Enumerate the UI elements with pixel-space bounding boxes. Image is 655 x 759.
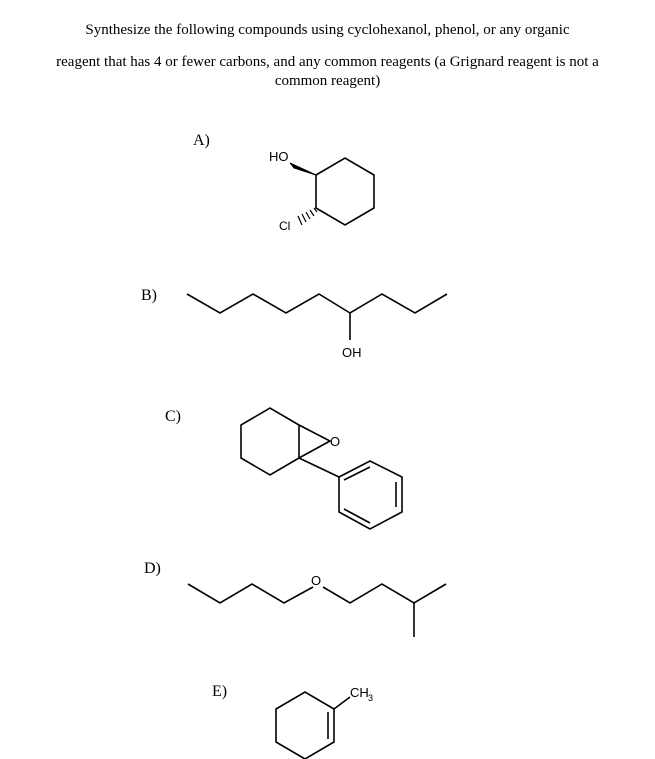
compound-b-structure — [187, 294, 447, 360]
instructions-line-1: Synthesize the following compounds using cyclohexanol, phenol, or any organic — [85, 22, 570, 38]
atom-cl: Cl — [279, 219, 291, 233]
atom-ch: CH — [350, 685, 369, 700]
compound-c-label: C) — [165, 408, 181, 425]
cyclohexane-ring — [241, 408, 299, 475]
benzene-double-bond — [344, 467, 370, 480]
epoxide-bonds — [299, 425, 330, 458]
carbon-chain — [187, 294, 447, 313]
atom-o-ether: O — [311, 573, 322, 588]
compound-e-structure — [276, 685, 373, 759]
compound-d-structure — [188, 573, 446, 637]
atom-oh: OH — [342, 345, 362, 360]
carbon-chain-left — [188, 584, 313, 603]
methyl-bond — [334, 697, 350, 709]
wedge-bond — [290, 163, 316, 175]
carbon-chain-right — [323, 584, 446, 603]
atom-o-epoxide: O — [330, 434, 341, 449]
cyclohexene-ring — [276, 692, 334, 759]
benzene-ring — [339, 461, 402, 529]
atom-ho: HO — [269, 149, 289, 164]
compound-d-label: D) — [144, 560, 161, 577]
cyclohexane-ring — [316, 158, 374, 225]
instructions-line-2: reagent that has 4 or fewer carbons, and any common reagents (a Grignard reagent is not a — [56, 54, 599, 70]
compound-a-structure — [269, 149, 374, 233]
atom-subscript: 3 — [368, 693, 374, 703]
compound-b-label: B) — [141, 287, 157, 304]
instructions-line-3: common reagent) — [274, 73, 381, 89]
compound-a-label: A) — [193, 132, 210, 149]
compound-c-structure — [241, 408, 402, 529]
phenyl-bond — [299, 458, 339, 477]
compound-e-label: E) — [212, 683, 228, 700]
hash-bond — [298, 208, 317, 225]
